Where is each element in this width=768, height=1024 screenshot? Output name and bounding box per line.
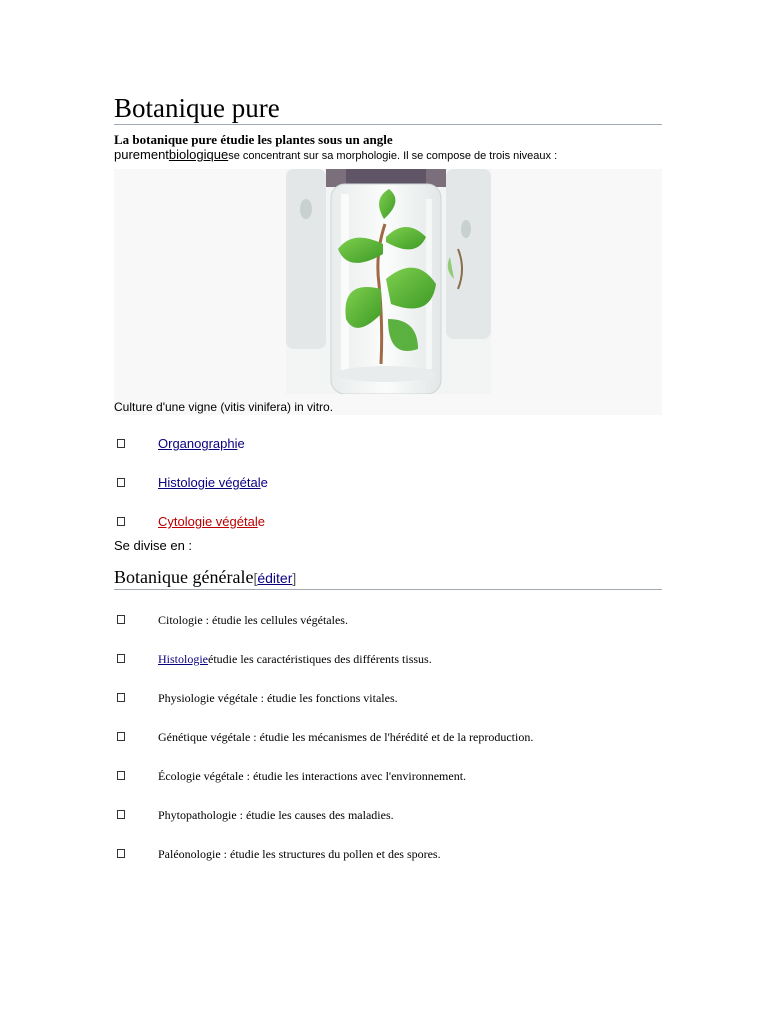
list-item: Histologieétudie les caractéristiques des différents tissus.	[158, 652, 432, 666]
list-item: Cytologie végétale	[158, 514, 265, 529]
bullet-icon	[117, 771, 125, 780]
title-divider	[114, 124, 662, 125]
bullet-icon	[117, 810, 125, 819]
figure-thumb	[114, 169, 662, 415]
list-item: Citologie : étudie les cellules végétales.	[158, 613, 348, 627]
biologique-link[interactable]: biologique	[168, 147, 229, 162]
page-title: Botanique pure	[114, 93, 280, 123]
lead-pre-text: purement	[114, 147, 169, 162]
lead-paragraph	[114, 147, 557, 164]
list-item: Écologie végétale : étudie les interactions avec l'environnement.	[158, 769, 467, 783]
figure-caption: Culture d'une vigne (vitis vinifera) in vitro.	[114, 400, 334, 414]
edit-section: [éditer]	[253, 570, 297, 586]
list-item: Génétique végétale : étudie les mécanismes de l'hérédité et de la reproduction.	[158, 730, 534, 744]
section-title: Botanique générale	[114, 567, 254, 587]
edit-section-link[interactable]: éditer	[257, 570, 293, 586]
cytologie-vegetale-redlink[interactable]: Cytologie végétal	[158, 514, 258, 529]
section-divider	[114, 589, 662, 590]
histologie-link[interactable]: Histologie	[158, 652, 208, 666]
bullet-icon	[117, 693, 125, 702]
organographie-link[interactable]: Organographi	[158, 436, 238, 451]
list-item: Organographie	[158, 436, 245, 451]
histologie-vegetale-link[interactable]: Histologie végétal	[158, 475, 261, 490]
vine-in-vitro-illustration	[286, 169, 491, 394]
bullet-icon	[117, 439, 125, 448]
bullet-icon	[117, 478, 125, 487]
lead-post-text: se concentrant sur sa morphologie. Il se compose de trois niveaux :	[228, 150, 558, 162]
list-item: Physiologie végétale : étudie les fonctions vitales.	[158, 691, 398, 705]
list-item: Phytopathologie : étudie les causes des maladies.	[158, 808, 394, 822]
divise-text: Se divise en :	[114, 538, 193, 553]
bullet-icon	[117, 517, 125, 526]
section-heading	[114, 566, 296, 589]
list-item: Paléonologie : étudie les structures du pollen et des spores.	[158, 847, 441, 861]
bullet-icon	[117, 849, 125, 858]
bullet-icon	[117, 615, 125, 624]
bullet-icon	[117, 732, 125, 741]
list-item: Histologie végétale	[158, 475, 268, 490]
bullet-icon	[117, 654, 125, 663]
lead-bold-text: La botanique pure étudie les plantes sous un angle	[114, 132, 393, 147]
vine-in-vitro-image[interactable]	[286, 169, 491, 394]
